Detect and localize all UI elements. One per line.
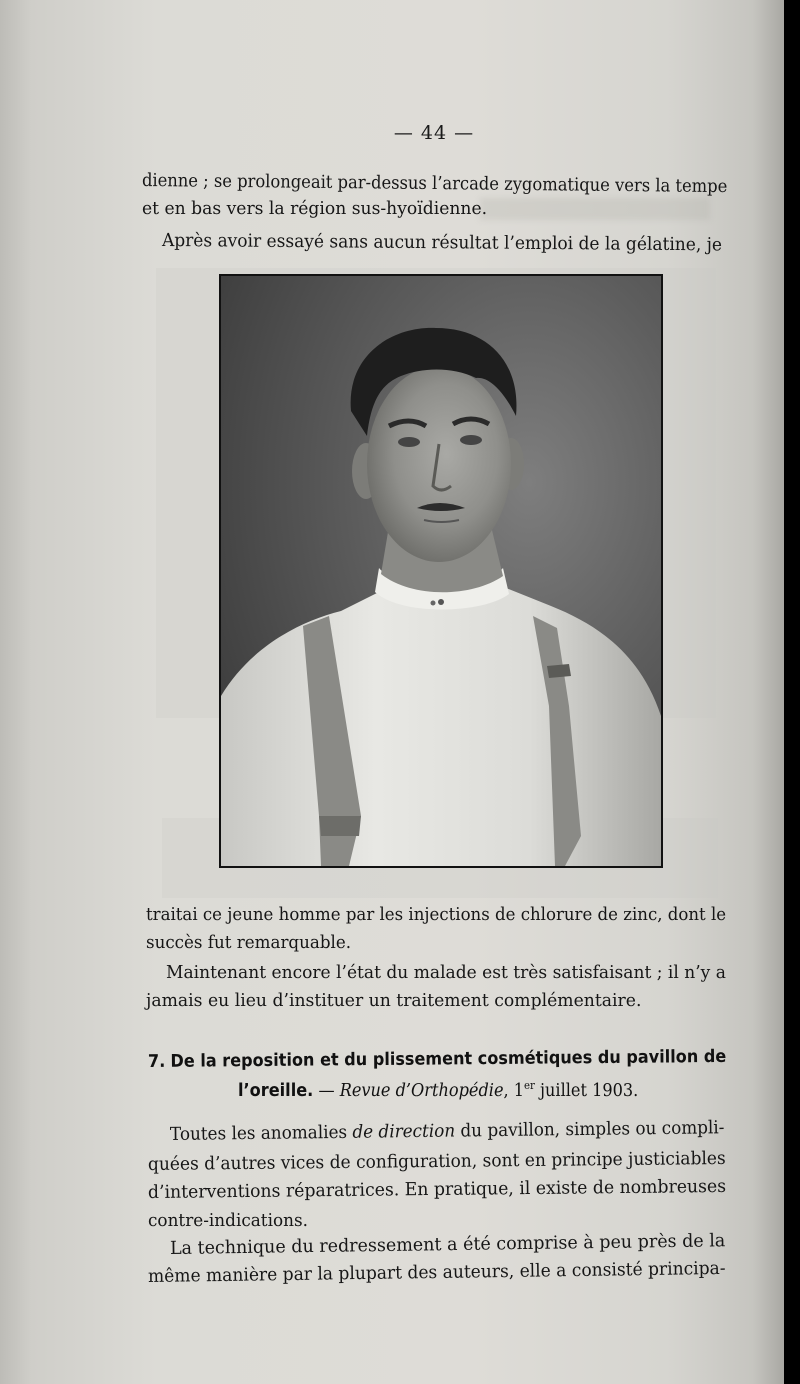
bleed-through-smudge <box>480 198 710 220</box>
emphasis: de direction <box>352 1120 456 1143</box>
portrait-photograph <box>219 274 663 868</box>
section-dash: — <box>313 1080 340 1101</box>
text-line: et en bas vers la région sus-hyoïdienne. <box>142 198 488 219</box>
date-prefix: , 1 <box>503 1080 525 1101</box>
text-line: jamais eu lieu d’instituer un traitement complémentaire. <box>146 990 642 1011</box>
paragraph-start: Toutes les anomalies <box>169 1121 353 1145</box>
text-line: succès fut remarquable. <box>146 932 352 953</box>
text-line: quées d’autres vices de configuration, sont en principe justiciables <box>147 1147 726 1175</box>
section-heading <box>147 1046 727 1072</box>
section-title-part1: De la reposition et du plissement cosmétiques du pavillon de <box>170 1046 727 1072</box>
text-line: La technique du redressement a été comprise à peu près de la <box>169 1230 726 1259</box>
text-line: traitai ce jeune homme par les injections de chlorure de zinc, dont le <box>146 904 727 925</box>
text-line: Après avoir essayé sans aucun résultat l’emploi de la gélatine, je <box>161 230 723 256</box>
date-superscript: er <box>524 1079 535 1092</box>
date-suffix: juillet 1903. <box>534 1080 639 1101</box>
section-heading-continued <box>238 1080 638 1100</box>
section-title-part2: l’oreille. <box>238 1080 314 1101</box>
section-number: 7. <box>147 1051 166 1072</box>
journal-name: Revue d’Orthopédie <box>339 1080 504 1101</box>
paragraph-continue: du pavillon, simples ou compli- <box>454 1117 725 1142</box>
text-line: même manière par la plupart des auteurs, elle a consisté principa- <box>147 1257 726 1287</box>
text-line: Maintenant encore l’état du malade est très satisfaisant ; il n’y a <box>166 962 726 983</box>
text-line: dienne ; se prolongeait par-dessus l’arcade zygomatique vers la tempe <box>141 170 728 198</box>
text-line: d’interventions réparatrices. En pratique, il existe de nombreuses <box>147 1175 727 1203</box>
portrait-illustration <box>221 276 661 866</box>
text-line <box>170 1119 725 1144</box>
text-line: contre-indications. <box>148 1210 308 1231</box>
page-number: — 44 — <box>393 122 475 144</box>
